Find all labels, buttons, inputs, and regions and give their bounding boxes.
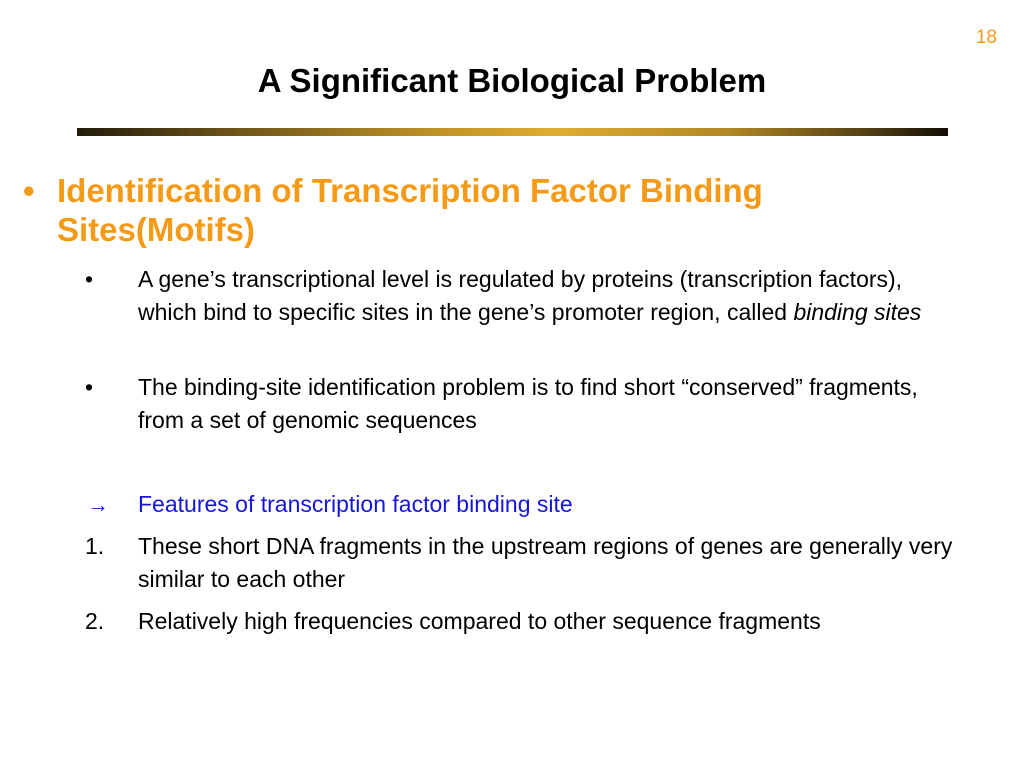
features-heading-text: Features of transcription factor binding site [138, 491, 573, 517]
list-number: 2. [85, 608, 105, 634]
binding-sites-emphasis: binding sites [793, 299, 922, 325]
numbered-item-text: Relatively high frequencies compared to other sequence fragments [138, 608, 821, 634]
bullet-marker: • [85, 374, 94, 400]
main-bullet-text: Identification of Transcription Factor Binding Sites(Motifs) [57, 172, 763, 248]
sub-bullet-text-body: A gene’s transcriptional level is regulated by proteins (transcription factors), which bind to specific sites in the gene’s promoter region, called [138, 266, 903, 325]
sub-bullet-text: The binding-site identification problem is to find short “conserved” fragments, from a set of genomic sequences [138, 374, 918, 433]
slide-title: A Significant Biological Problem [257, 62, 767, 99]
bullet-marker: • [85, 266, 94, 292]
sub-bullet-text [138, 263, 958, 329]
list-number: 1. [85, 533, 105, 559]
bullet-marker: • [23, 172, 35, 209]
title-divider [77, 128, 948, 136]
numbered-item-text: These short DNA fragments in the upstream regions of genes are generally very similar to each other [138, 533, 953, 592]
arrow-right-icon: → [87, 492, 109, 517]
page-number: 18 [975, 27, 997, 48]
